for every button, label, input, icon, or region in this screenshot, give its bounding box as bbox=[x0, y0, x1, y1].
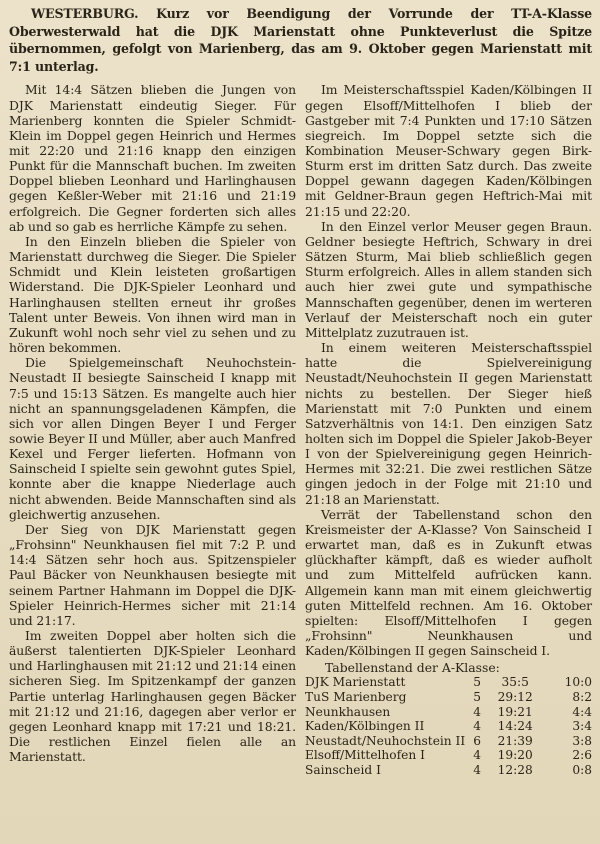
point-ratio: 4:4 bbox=[572, 704, 592, 719]
set-ratio: 19:21 bbox=[497, 704, 533, 719]
team-name: Neustadt/Neuhochstein II bbox=[305, 733, 466, 748]
team-name: Elsoff/Mittelhofen I bbox=[305, 748, 425, 763]
paragraph: In den Einzel verlor Meuser gegen Braun. Geldner besiegte Heftrich, Schwary in drei Sätzen Sturm, Mai blieb schließlich gegen Sturm erfolgreich. Alles in allem standen sich auch hier zwei gute und sympathische Mannschaften gegenüber, denen im werteren Verlauf der Meisterschaft noch ein guter Mittelplatz zuzutrauen ist. bbox=[305, 218, 592, 340]
paragraph: Der Sieg von DJK Marienstatt gegen „Frohsinn" Neunkhausen fiel mit 7:2 P. und 14:4 Sätzen sehr hoch aus. Spitzenspieler Paul Bäcker von Neunkhausen besiegte mit seinem Partner Hahmann im Doppel die DJK-Spieler Heinrich-Hermes sicher mit 21:14 und 21:17. bbox=[9, 521, 296, 628]
article-columns bbox=[9, 82, 592, 777]
standings-table bbox=[305, 675, 592, 777]
point-ratio: 10:0 bbox=[564, 675, 592, 690]
table-row bbox=[305, 763, 592, 778]
table-row bbox=[305, 690, 592, 705]
table-row bbox=[305, 705, 592, 720]
table-row bbox=[305, 719, 592, 734]
paragraph: In den Einzeln blieben die Spieler von Marienstatt durchweg die Sieger. Die Spieler Schmidt und Klein leisteten großartigen Widerstand. Die DJK-Spieler Leonhard und Harlinghausen stellten erneut ihr großes Talent unter Beweis. Von ihnen wird man in Zukunft wohl noch sehr viel zu sehen und zu hören bekommen. bbox=[9, 233, 296, 356]
games-played: 4 bbox=[473, 704, 482, 719]
set-ratio: 21:39 bbox=[497, 733, 533, 748]
set-ratio: 29:12 bbox=[497, 690, 533, 705]
point-ratio: 0:8 bbox=[572, 763, 592, 778]
point-ratio: 8:2 bbox=[572, 690, 592, 705]
point-ratio: 3:4 bbox=[572, 719, 592, 734]
standings-title: Tabellenstand der A-Klasse: bbox=[325, 660, 500, 676]
paragraph: Die Spielgemeinschaft Neuhochstein-Neustadt II besiegte Sainscheid I knapp mit 7:5 und 15:13 Sätzen. Es mangelte auch hier nicht an spannungsgeladenen Kämpfen, die sich vor allen Dingen Beyer I und Ferger sowie Beyer II und Müller, aber auch Manfred Kexel und Ferger lieferten. Hofmann von Sainscheid I spielte sein gewohnt gutes Spiel, konnte aber die knappe Niederlage auch nicht abwenden. Beide Mannschaften sind als gleichwertig anzusehen. bbox=[9, 355, 296, 522]
article-lead bbox=[9, 5, 592, 75]
right-column bbox=[305, 82, 592, 777]
games-played: 4 bbox=[473, 763, 482, 778]
team-name: Kaden/Kölbingen II bbox=[305, 719, 425, 734]
paragraph: Im Meisterschaftsspiel Kaden/Kölbingen II gegen Elsoff/Mittelhofen I blieb der Gastgeber mit 7:4 Punkten und 17:10 Sätzen siegreich. Im Doppel setzte sich die Kombination Meuser-Schwary gegen Birk-Sturm erst im dritten Satz durch. Das zweite Doppel gewann dagegen Kaden/Kölbingen mit Geldner-Braun gegen Heftrich-Mai mit 21:15 und 22:20. bbox=[305, 82, 592, 219]
games-played: 4 bbox=[473, 719, 482, 734]
team-name: Neunkhausen bbox=[305, 704, 391, 719]
left-column bbox=[9, 82, 296, 777]
point-ratio: 3:8 bbox=[572, 733, 592, 748]
table-row bbox=[305, 675, 592, 690]
lead-text: Kurz vor Beendigung der Vorrunde der TT-A-Klasse Oberwesterwald hat die DJK Marienstatt ohne Punkteverlust die Spitze übernommen, gefolgt von Marienberg, das am 9. Oktober gegen Marienstatt mit 7:1 unterlag. bbox=[9, 6, 592, 74]
paragraph: Mit 14:4 Sätzen blieben die Jungen von DJK Marienstatt eindeutig Sieger. Für Marienberg konnten die Spieler Schmidt-Klein im Doppel gegen Heinrich und Hermes mit 22:20 und 21:16 knapp den einzigen Punkt für die Mannschaft buchen. Im zweiten Doppel blieben Leonhard und Harlinghausen gegen Keßler-Weber mit 21:16 und 21:19 erfolgreich. Die Gegner forderten sich alles ab und so gab es herrliche Kämpfe zu sehen. bbox=[9, 82, 296, 234]
paragraph: In einem weiteren Meisterschaftsspiel hatte die Spielvereinigung Neustadt/Neuhochstein II gegen Marienstatt nichts zu bestellen. Der Sieger hieß Marienstatt mit 7:0 Punkten und einem Satzverhältnis von 14:1. Den einzigen Satz holten sich im Doppel die Spieler Jakob-Beyer I von der Spielvereinigung gegen Heinrich-Hermes mit 32:21. Die zwei restlichen Sätze gingen jedoch in der Folge mit 21:10 und 21:18 an Marienstatt. bbox=[305, 340, 592, 507]
paragraph: Verrät der Tabellenstand schon den Kreismeister der A-Klasse? Von Sainscheid I erwartet man, daß es in Zukunft etwas glückhafter kämpft, daß es wieder aufholt und zum Mittelfeld aufrücken kann. Allgemein kann man mit einem gleichwertig guten Mittelfeld rechnen. Am 16. Oktober spielten: Elsoff/Mittelhofen I gegen „Frohsinn" Neunkhausen und Kaden/Kölbingen II gegen Sainscheid I. bbox=[305, 506, 592, 659]
games-played: 5 bbox=[473, 690, 482, 705]
set-ratio: 12:28 bbox=[497, 763, 533, 778]
games-played: 6 bbox=[473, 733, 482, 748]
table-row bbox=[305, 734, 592, 749]
set-ratio: 14:24 bbox=[497, 719, 533, 734]
games-played: 4 bbox=[473, 748, 482, 763]
team-name: DJK Marienstatt bbox=[305, 675, 406, 690]
set-ratio: 19:20 bbox=[497, 748, 533, 763]
lead-place: WESTERBURG. bbox=[31, 6, 139, 21]
paragraph: Im zweiten Doppel aber holten sich die äußerst talentierten DJK-Spieler Leonhard und Harlinghausen mit 21:12 und 21:14 einen sicheren Sieg. Im Spitzenkampf der ganzen Partie unterlag Harlinghausen gegen Bäcker mit 21:12 und 21:16, dagegen aber verlor er gegen Leonhard knapp mit 17:21 und 18:21. Die restlichen Einzel fielen alle an Marienstatt. bbox=[9, 628, 296, 765]
team-name: Sainscheid I bbox=[305, 763, 381, 778]
table-row bbox=[305, 748, 592, 763]
point-ratio: 2:6 bbox=[572, 748, 592, 763]
set-ratio: 35:5 bbox=[501, 675, 529, 690]
team-name: TuS Marienberg bbox=[305, 690, 407, 705]
games-played: 5 bbox=[473, 675, 482, 690]
